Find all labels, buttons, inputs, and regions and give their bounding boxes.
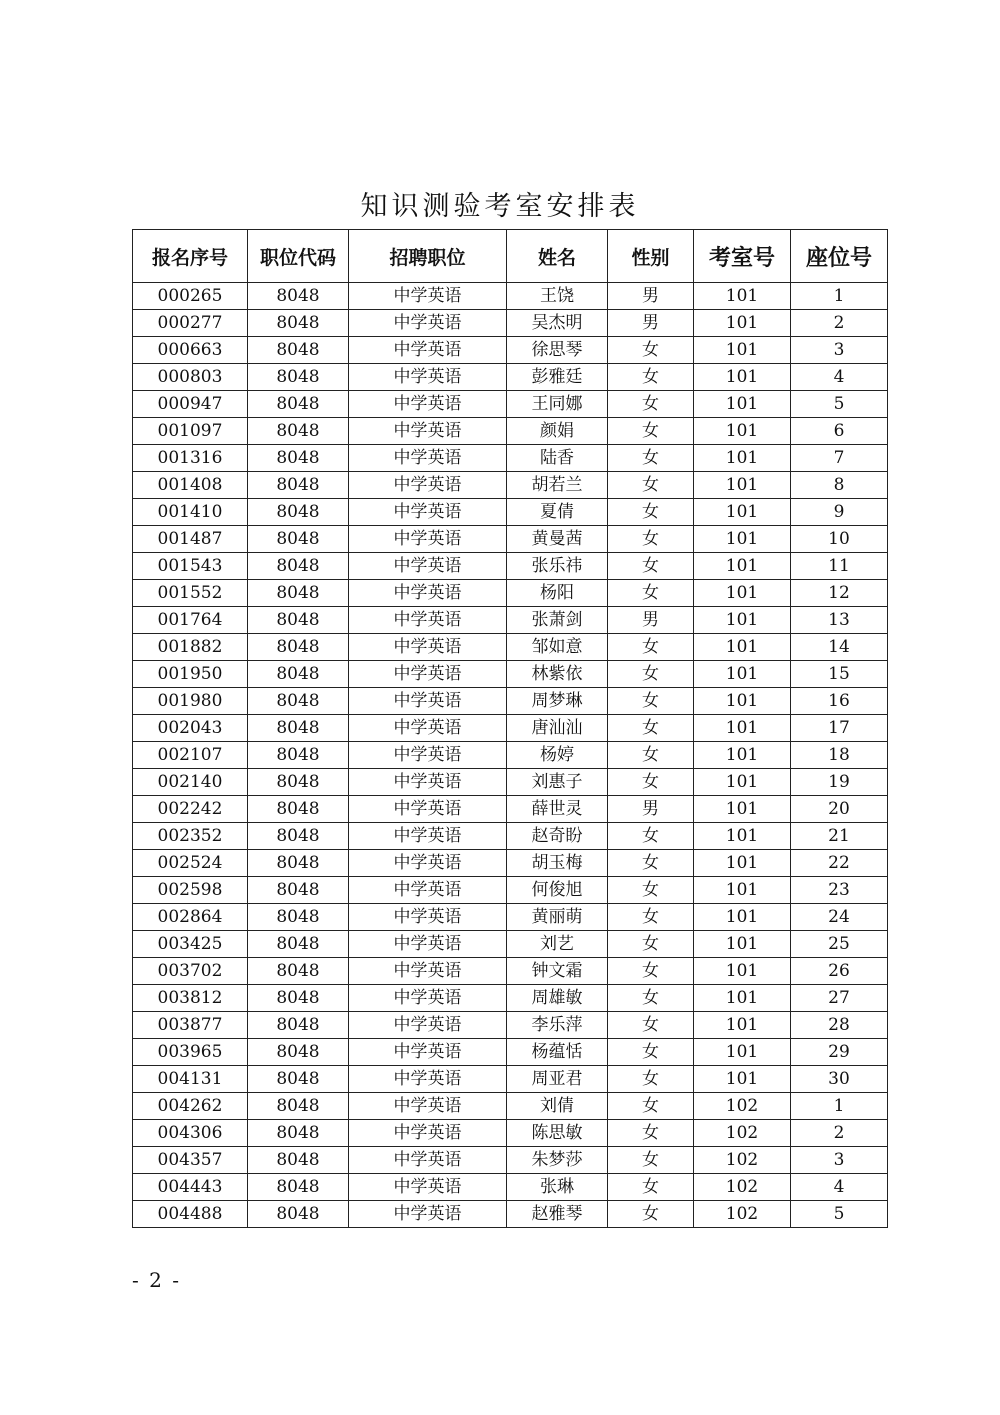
name-cell: 徐思琴: [507, 337, 608, 364]
registration-no-cell: 001410: [133, 499, 248, 526]
position-cell: 中学英语: [349, 1039, 507, 1066]
position-cell: 中学英语: [349, 1120, 507, 1147]
seat-no-cell: 1: [791, 1093, 888, 1120]
position-code-cell: 8048: [248, 1012, 349, 1039]
name-cell: 张琳: [507, 1174, 608, 1201]
gender-cell: 女: [608, 823, 694, 850]
position-code-cell: 8048: [248, 607, 349, 634]
room-no-cell: 102: [694, 1120, 791, 1147]
position-cell: 中学英语: [349, 445, 507, 472]
room-no-cell: 101: [694, 904, 791, 931]
registration-no-cell: 001764: [133, 607, 248, 634]
registration-no-cell: 004488: [133, 1201, 248, 1228]
table-row: [133, 364, 888, 391]
gender-cell: 女: [608, 499, 694, 526]
position-code-cell: 8048: [248, 553, 349, 580]
gender-cell: 女: [608, 877, 694, 904]
room-no-cell: 102: [694, 1147, 791, 1174]
seat-no-cell: 3: [791, 1147, 888, 1174]
registration-no-cell: 001097: [133, 418, 248, 445]
position-cell: 中学英语: [349, 850, 507, 877]
position-code-cell: 8048: [248, 580, 349, 607]
gender-cell: 女: [608, 1201, 694, 1228]
table-row: [133, 580, 888, 607]
registration-no-cell: 002598: [133, 877, 248, 904]
room-no-cell: 101: [694, 688, 791, 715]
name-cell: 黄曼茜: [507, 526, 608, 553]
table-row: [133, 823, 888, 850]
position-cell: 中学英语: [349, 796, 507, 823]
registration-no-cell: 000947: [133, 391, 248, 418]
seat-no-cell: 7: [791, 445, 888, 472]
name-cell: 张乐祎: [507, 553, 608, 580]
position-cell: 中学英语: [349, 337, 507, 364]
room-no-cell: 101: [694, 553, 791, 580]
seat-no-cell: 28: [791, 1012, 888, 1039]
registration-no-cell: 001950: [133, 661, 248, 688]
position-cell: 中学英语: [349, 985, 507, 1012]
table-row: [133, 715, 888, 742]
position-code-cell: 8048: [248, 904, 349, 931]
seat-no-cell: 12: [791, 580, 888, 607]
table-row: [133, 418, 888, 445]
registration-no-cell: 001316: [133, 445, 248, 472]
room-no-cell: 101: [694, 958, 791, 985]
table-row: [133, 526, 888, 553]
seat-no-cell: 3: [791, 337, 888, 364]
position-cell: 中学英语: [349, 877, 507, 904]
seat-no-cell: 17: [791, 715, 888, 742]
position-cell: 中学英语: [349, 1147, 507, 1174]
position-cell: 中学英语: [349, 391, 507, 418]
table-row: [133, 958, 888, 985]
table-row: [133, 688, 888, 715]
gender-cell: 女: [608, 1120, 694, 1147]
gender-cell: 女: [608, 445, 694, 472]
table-row: [133, 985, 888, 1012]
position-code-cell: 8048: [248, 1093, 349, 1120]
registration-no-cell: 004131: [133, 1066, 248, 1093]
gender-cell: 女: [608, 742, 694, 769]
registration-no-cell: 004357: [133, 1147, 248, 1174]
name-cell: 彭雅廷: [507, 364, 608, 391]
name-cell: 胡玉梅: [507, 850, 608, 877]
name-cell: 颜娟: [507, 418, 608, 445]
position-cell: 中学英语: [349, 904, 507, 931]
seat-no-cell: 8: [791, 472, 888, 499]
gender-cell: 男: [608, 310, 694, 337]
seat-no-cell: 11: [791, 553, 888, 580]
name-cell: 黄丽萌: [507, 904, 608, 931]
page-title: 知识测验考室安排表: [360, 191, 640, 222]
position-code-cell: 8048: [248, 1066, 349, 1093]
room-no-cell: 102: [694, 1201, 791, 1228]
position-cell: 中学英语: [349, 1174, 507, 1201]
gender-cell: 男: [608, 607, 694, 634]
name-cell: 夏倩: [507, 499, 608, 526]
gender-cell: 女: [608, 1093, 694, 1120]
table-row: [133, 634, 888, 661]
registration-no-cell: 001487: [133, 526, 248, 553]
gender-cell: 女: [608, 526, 694, 553]
table-row: [133, 499, 888, 526]
table-row: [133, 445, 888, 472]
position-code-cell: 8048: [248, 1120, 349, 1147]
header-position: 招聘职位: [349, 230, 507, 283]
position-cell: 中学英语: [349, 661, 507, 688]
position-code-cell: 8048: [248, 445, 349, 472]
name-cell: 周亚君: [507, 1066, 608, 1093]
name-cell: 杨阳: [507, 580, 608, 607]
room-no-cell: 101: [694, 283, 791, 310]
seat-no-cell: 21: [791, 823, 888, 850]
seat-no-cell: 19: [791, 769, 888, 796]
room-no-cell: 101: [694, 499, 791, 526]
room-no-cell: 101: [694, 364, 791, 391]
registration-no-cell: 001543: [133, 553, 248, 580]
registration-no-cell: 002107: [133, 742, 248, 769]
room-no-cell: 101: [694, 418, 791, 445]
registration-no-cell: 000277: [133, 310, 248, 337]
room-no-cell: 101: [694, 877, 791, 904]
gender-cell: 女: [608, 1147, 694, 1174]
seat-no-cell: 5: [791, 391, 888, 418]
position-cell: 中学英语: [349, 1201, 507, 1228]
position-cell: 中学英语: [349, 1093, 507, 1120]
table-row: [133, 1201, 888, 1228]
table-row: [133, 1174, 888, 1201]
room-no-cell: 101: [694, 607, 791, 634]
room-no-cell: 101: [694, 1012, 791, 1039]
room-no-cell: 101: [694, 1066, 791, 1093]
registration-no-cell: 004443: [133, 1174, 248, 1201]
room-no-cell: 102: [694, 1093, 791, 1120]
table-row: [133, 607, 888, 634]
position-cell: 中学英语: [349, 472, 507, 499]
name-cell: 王同娜: [507, 391, 608, 418]
room-no-cell: 101: [694, 310, 791, 337]
name-cell: 刘惠子: [507, 769, 608, 796]
registration-no-cell: 003702: [133, 958, 248, 985]
position-cell: 中学英语: [349, 715, 507, 742]
name-cell: 王饶: [507, 283, 608, 310]
registration-no-cell: 003812: [133, 985, 248, 1012]
gender-cell: 女: [608, 634, 694, 661]
position-code-cell: 8048: [248, 499, 349, 526]
registration-no-cell: 002864: [133, 904, 248, 931]
gender-cell: 女: [608, 1012, 694, 1039]
table-row: [133, 742, 888, 769]
position-code-cell: 8048: [248, 283, 349, 310]
position-code-cell: 8048: [248, 823, 349, 850]
name-cell: 周雄敏: [507, 985, 608, 1012]
gender-cell: 女: [608, 661, 694, 688]
seat-no-cell: 22: [791, 850, 888, 877]
registration-no-cell: 000265: [133, 283, 248, 310]
position-code-cell: 8048: [248, 310, 349, 337]
name-cell: 赵奇盼: [507, 823, 608, 850]
header-name: 姓名: [507, 230, 608, 283]
header-room-no: 考室号: [694, 230, 791, 283]
room-no-cell: 101: [694, 796, 791, 823]
position-code-cell: 8048: [248, 1039, 349, 1066]
seat-no-cell: 20: [791, 796, 888, 823]
gender-cell: 女: [608, 715, 694, 742]
room-no-cell: 101: [694, 1039, 791, 1066]
position-code-cell: 8048: [248, 526, 349, 553]
seat-no-cell: 30: [791, 1066, 888, 1093]
table-header-row: [133, 230, 888, 283]
name-cell: 刘艺: [507, 931, 608, 958]
gender-cell: 女: [608, 850, 694, 877]
gender-cell: 女: [608, 337, 694, 364]
position-code-cell: 8048: [248, 931, 349, 958]
registration-no-cell: 001980: [133, 688, 248, 715]
room-no-cell: 101: [694, 823, 791, 850]
gender-cell: 女: [608, 958, 694, 985]
position-code-cell: 8048: [248, 985, 349, 1012]
position-cell: 中学英语: [349, 823, 507, 850]
position-code-cell: 8048: [248, 418, 349, 445]
position-code-cell: 8048: [248, 391, 349, 418]
room-no-cell: 101: [694, 661, 791, 688]
seat-no-cell: 4: [791, 1174, 888, 1201]
room-no-cell: 101: [694, 931, 791, 958]
position-cell: 中学英语: [349, 364, 507, 391]
room-no-cell: 101: [694, 634, 791, 661]
position-code-cell: 8048: [248, 337, 349, 364]
name-cell: 邹如意: [507, 634, 608, 661]
table-row: [133, 1012, 888, 1039]
position-code-cell: 8048: [248, 688, 349, 715]
position-code-cell: 8048: [248, 364, 349, 391]
name-cell: 张萧剑: [507, 607, 608, 634]
seat-no-cell: 9: [791, 499, 888, 526]
position-cell: 中学英语: [349, 958, 507, 985]
table-row: [133, 1147, 888, 1174]
name-cell: 钟文霜: [507, 958, 608, 985]
table-row: [133, 1093, 888, 1120]
gender-cell: 男: [608, 796, 694, 823]
room-no-cell: 101: [694, 337, 791, 364]
gender-cell: 女: [608, 418, 694, 445]
seat-no-cell: 5: [791, 1201, 888, 1228]
position-code-cell: 8048: [248, 769, 349, 796]
page-number: - 2 -: [132, 1268, 181, 1292]
position-cell: 中学英语: [349, 742, 507, 769]
name-cell: 陈思敏: [507, 1120, 608, 1147]
header-gender: 性别: [608, 230, 694, 283]
table-row: [133, 310, 888, 337]
position-code-cell: 8048: [248, 1201, 349, 1228]
table-row: [133, 1120, 888, 1147]
position-cell: 中学英语: [349, 526, 507, 553]
seat-no-cell: 14: [791, 634, 888, 661]
seat-no-cell: 4: [791, 364, 888, 391]
room-no-cell: 101: [694, 742, 791, 769]
position-code-cell: 8048: [248, 850, 349, 877]
table-row: [133, 1066, 888, 1093]
room-no-cell: 101: [694, 715, 791, 742]
position-code-cell: 8048: [248, 661, 349, 688]
seat-no-cell: 2: [791, 1120, 888, 1147]
name-cell: 赵雅琴: [507, 1201, 608, 1228]
table-row: [133, 877, 888, 904]
registration-no-cell: 002043: [133, 715, 248, 742]
name-cell: 陆香: [507, 445, 608, 472]
table-row: [133, 337, 888, 364]
room-no-cell: 101: [694, 580, 791, 607]
position-cell: 中学英语: [349, 1012, 507, 1039]
name-cell: 薛世灵: [507, 796, 608, 823]
seat-no-cell: 2: [791, 310, 888, 337]
seat-no-cell: 24: [791, 904, 888, 931]
room-no-cell: 101: [694, 526, 791, 553]
gender-cell: 女: [608, 931, 694, 958]
gender-cell: 男: [608, 283, 694, 310]
table-row: [133, 1039, 888, 1066]
gender-cell: 女: [608, 553, 694, 580]
table-row: [133, 553, 888, 580]
position-cell: 中学英语: [349, 553, 507, 580]
position-code-cell: 8048: [248, 796, 349, 823]
seat-no-cell: 13: [791, 607, 888, 634]
room-no-cell: 101: [694, 769, 791, 796]
registration-no-cell: 002140: [133, 769, 248, 796]
seat-no-cell: 6: [791, 418, 888, 445]
registration-no-cell: 003877: [133, 1012, 248, 1039]
registration-no-cell: 003425: [133, 931, 248, 958]
table-row: [133, 904, 888, 931]
position-code-cell: 8048: [248, 1174, 349, 1201]
seat-no-cell: 26: [791, 958, 888, 985]
position-code-cell: 8048: [248, 958, 349, 985]
room-no-cell: 102: [694, 1174, 791, 1201]
position-cell: 中学英语: [349, 769, 507, 796]
seat-no-cell: 25: [791, 931, 888, 958]
table-row: [133, 769, 888, 796]
header-seat-no: 座位号: [791, 230, 888, 283]
room-no-cell: 101: [694, 391, 791, 418]
seat-no-cell: 29: [791, 1039, 888, 1066]
gender-cell: 女: [608, 904, 694, 931]
gender-cell: 女: [608, 769, 694, 796]
seat-no-cell: 16: [791, 688, 888, 715]
seat-no-cell: 23: [791, 877, 888, 904]
position-code-cell: 8048: [248, 1147, 349, 1174]
table-row: [133, 283, 888, 310]
registration-no-cell: 002352: [133, 823, 248, 850]
gender-cell: 女: [608, 580, 694, 607]
name-cell: 林紫依: [507, 661, 608, 688]
gender-cell: 女: [608, 364, 694, 391]
position-code-cell: 8048: [248, 742, 349, 769]
position-cell: 中学英语: [349, 580, 507, 607]
gender-cell: 女: [608, 688, 694, 715]
position-cell: 中学英语: [349, 931, 507, 958]
exam-room-table: [132, 229, 888, 1228]
name-cell: 唐汕汕: [507, 715, 608, 742]
position-cell: 中学英语: [349, 607, 507, 634]
table-row: [133, 796, 888, 823]
registration-no-cell: 003965: [133, 1039, 248, 1066]
header-registration-no: 报名序号: [133, 230, 248, 283]
position-cell: 中学英语: [349, 499, 507, 526]
name-cell: 杨蕴恬: [507, 1039, 608, 1066]
position-cell: 中学英语: [349, 283, 507, 310]
position-cell: 中学英语: [349, 310, 507, 337]
registration-no-cell: 004306: [133, 1120, 248, 1147]
table-row: [133, 391, 888, 418]
table-row: [133, 850, 888, 877]
table-row: [133, 472, 888, 499]
seat-no-cell: 15: [791, 661, 888, 688]
name-cell: 李乐萍: [507, 1012, 608, 1039]
gender-cell: 女: [608, 1066, 694, 1093]
name-cell: 胡若兰: [507, 472, 608, 499]
position-cell: 中学英语: [349, 634, 507, 661]
seat-no-cell: 1: [791, 283, 888, 310]
header-position-code: 职位代码: [248, 230, 349, 283]
registration-no-cell: 002524: [133, 850, 248, 877]
registration-no-cell: 000803: [133, 364, 248, 391]
seat-no-cell: 10: [791, 526, 888, 553]
gender-cell: 女: [608, 472, 694, 499]
name-cell: 何俊旭: [507, 877, 608, 904]
gender-cell: 女: [608, 1174, 694, 1201]
registration-no-cell: 001552: [133, 580, 248, 607]
registration-no-cell: 000663: [133, 337, 248, 364]
gender-cell: 女: [608, 1039, 694, 1066]
room-no-cell: 101: [694, 850, 791, 877]
name-cell: 朱梦莎: [507, 1147, 608, 1174]
registration-no-cell: 004262: [133, 1093, 248, 1120]
name-cell: 周梦琳: [507, 688, 608, 715]
registration-no-cell: 002242: [133, 796, 248, 823]
room-no-cell: 101: [694, 985, 791, 1012]
position-code-cell: 8048: [248, 715, 349, 742]
position-code-cell: 8048: [248, 877, 349, 904]
room-no-cell: 101: [694, 445, 791, 472]
position-cell: 中学英语: [349, 1066, 507, 1093]
registration-no-cell: 001882: [133, 634, 248, 661]
seat-no-cell: 18: [791, 742, 888, 769]
table-row: [133, 931, 888, 958]
table-body: [133, 283, 888, 1228]
position-code-cell: 8048: [248, 634, 349, 661]
table-row: [133, 661, 888, 688]
gender-cell: 女: [608, 391, 694, 418]
registration-no-cell: 001408: [133, 472, 248, 499]
room-no-cell: 101: [694, 472, 791, 499]
name-cell: 刘倩: [507, 1093, 608, 1120]
seat-no-cell: 27: [791, 985, 888, 1012]
name-cell: 吴杰明: [507, 310, 608, 337]
position-cell: 中学英语: [349, 688, 507, 715]
name-cell: 杨婷: [507, 742, 608, 769]
gender-cell: 女: [608, 985, 694, 1012]
position-cell: 中学英语: [349, 418, 507, 445]
position-code-cell: 8048: [248, 472, 349, 499]
